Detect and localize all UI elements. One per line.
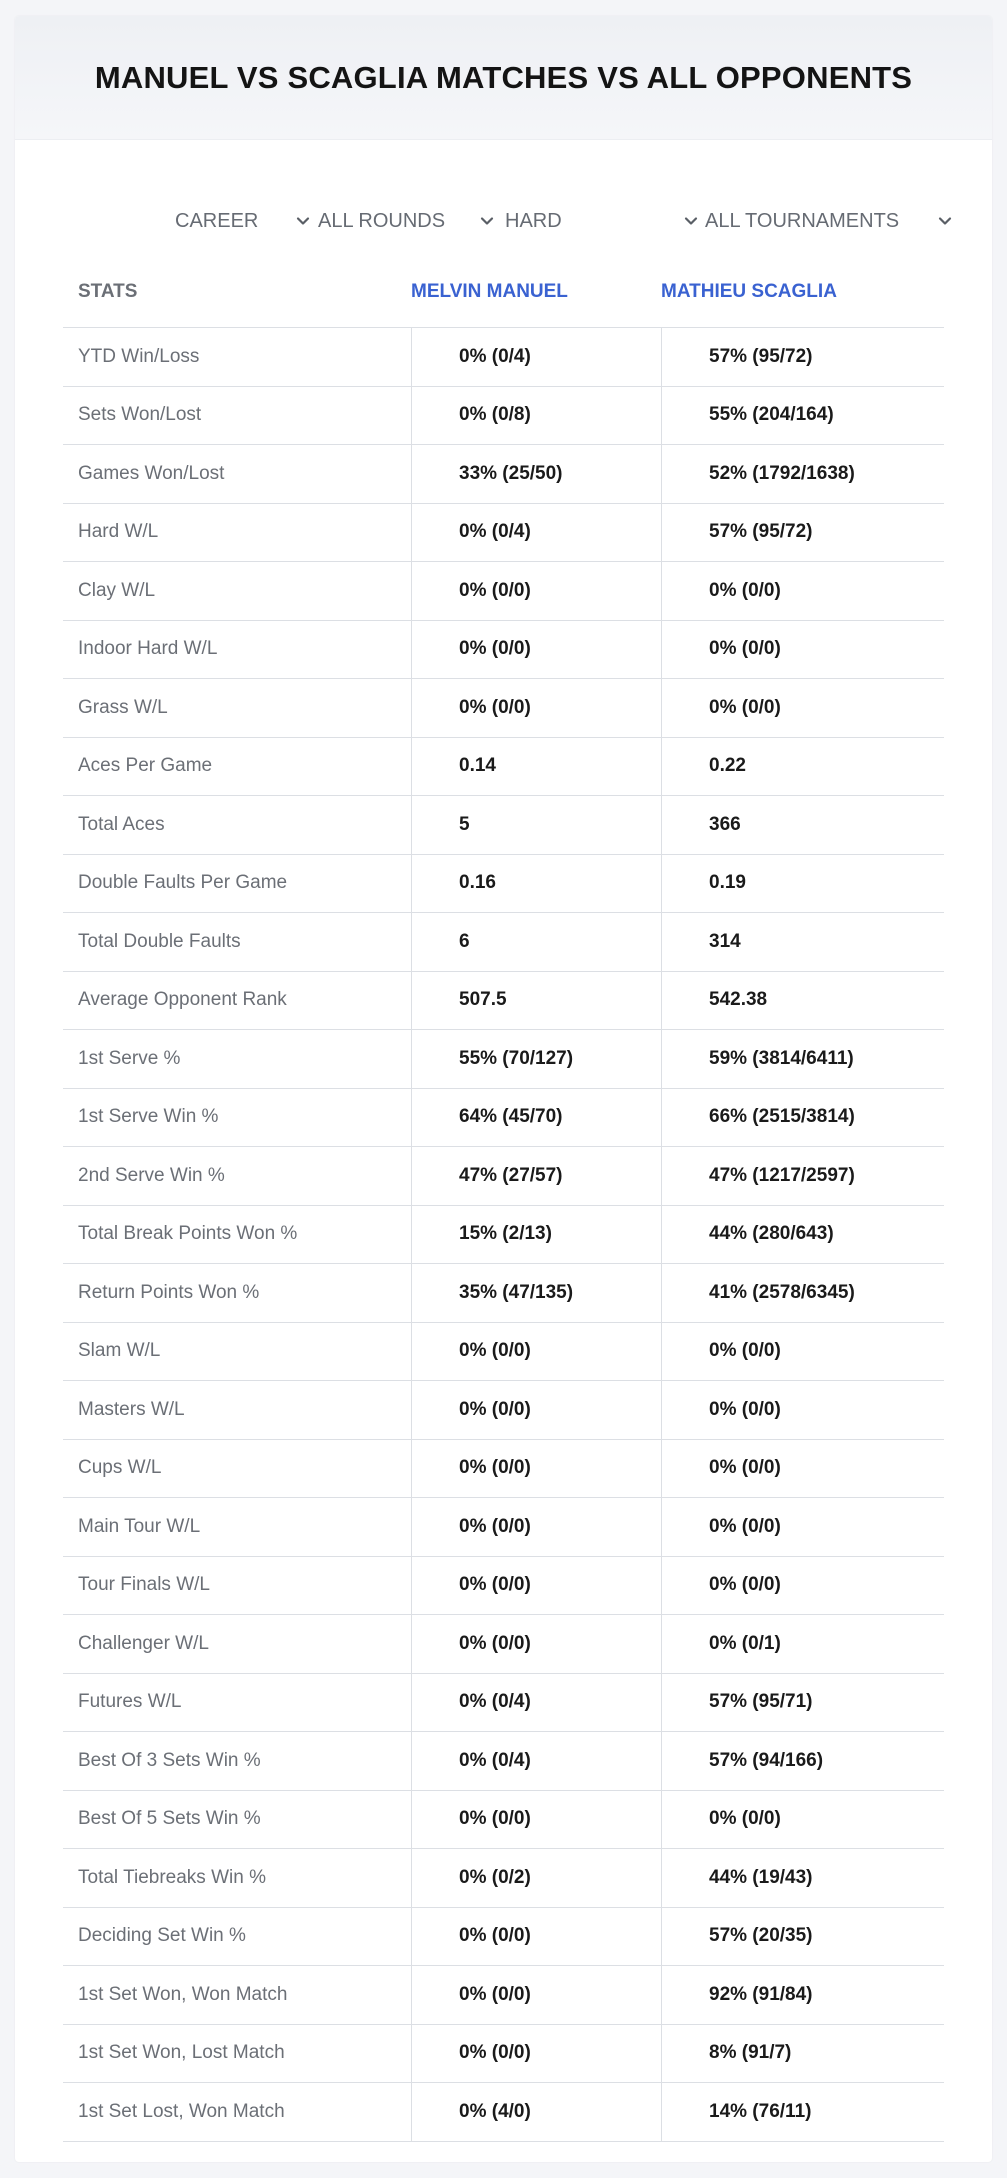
column-divider	[661, 1498, 662, 1556]
player1-stat-value: 0% (0/0)	[459, 1340, 531, 1362]
table-row	[63, 2083, 944, 2142]
player2-stat-value: 0.22	[709, 755, 746, 777]
rounds-select-value: ALL ROUNDS	[318, 209, 446, 232]
table-row	[63, 2025, 944, 2084]
player2-stat-value: 0% (0/1)	[709, 1632, 781, 1654]
column-divider	[411, 328, 412, 386]
player1-stat-value: 0.14	[459, 755, 496, 777]
column-divider	[411, 504, 412, 562]
column-divider	[661, 1966, 662, 2024]
stat-label: Games Won/Lost	[78, 462, 225, 484]
table-row	[63, 1381, 944, 1440]
stat-label: Challenger W/L	[78, 1632, 209, 1654]
player2-stat-value: 92% (91/84)	[709, 1983, 813, 2005]
player2-stat-value: 59% (3814/6411)	[709, 1047, 854, 1069]
stat-label: Indoor Hard W/L	[78, 638, 218, 660]
table-row	[63, 1908, 944, 1967]
column-divider	[411, 1498, 412, 1556]
column-divider	[411, 1381, 412, 1439]
table-row	[63, 855, 944, 914]
table-row	[63, 562, 944, 621]
table-row	[63, 1674, 944, 1733]
table-row	[63, 445, 944, 504]
player1-stat-value: 15% (2/13)	[459, 1223, 552, 1245]
stat-label: Sets Won/Lost	[78, 404, 202, 426]
player1-stat-value: 0% (0/0)	[459, 1457, 531, 1479]
column-divider	[411, 1615, 412, 1673]
column-divider	[661, 387, 662, 445]
player2-stat-value: 52% (1792/1638)	[709, 462, 855, 484]
player1-stat-value: 0.16	[459, 872, 496, 894]
stat-label: Hard W/L	[78, 521, 159, 543]
column-divider	[661, 972, 662, 1030]
column-divider	[411, 972, 412, 1030]
table-body	[63, 328, 944, 2142]
player2-stat-value: 55% (204/164)	[709, 404, 834, 426]
stat-label: Masters W/L	[78, 1398, 185, 1420]
column-divider	[411, 1089, 412, 1147]
column-divider	[661, 1030, 662, 1088]
column-divider	[661, 1147, 662, 1205]
column-divider	[661, 504, 662, 562]
chevron-down-icon	[294, 212, 312, 230]
stat-label: Total Aces	[78, 813, 165, 835]
player1-stat-value: 0% (4/0)	[459, 2100, 531, 2122]
column-divider	[411, 621, 412, 679]
player1-stat-value: 33% (25/50)	[459, 462, 563, 484]
stat-label: Cups W/L	[78, 1457, 162, 1479]
column-divider	[411, 913, 412, 971]
table-row	[63, 1966, 944, 2025]
player1-stat-value: 0% (0/0)	[459, 2042, 531, 2064]
column-divider	[661, 1557, 662, 1615]
stat-label: Total Break Points Won %	[78, 1223, 298, 1245]
column-divider	[661, 796, 662, 854]
column-divider	[661, 1674, 662, 1732]
column-divider	[411, 1674, 412, 1732]
column-divider	[661, 738, 662, 796]
table-header	[63, 256, 944, 328]
column-divider	[411, 1147, 412, 1205]
table-row	[63, 1498, 944, 1557]
player1-stat-value: 0% (0/0)	[459, 1515, 531, 1537]
chevron-down-icon	[936, 212, 954, 230]
page-title: MANUEL VS SCAGLIA MATCHES VS ALL OPPONENTS	[94, 59, 913, 95]
table-row	[63, 1323, 944, 1382]
chevron-down-icon	[478, 212, 496, 230]
column-divider	[661, 2025, 662, 2083]
player2-stat-value: 0% (0/0)	[709, 696, 781, 718]
chevron-down-icon	[682, 212, 700, 230]
stat-label: 1st Serve %	[78, 1047, 181, 1069]
column-divider	[411, 1791, 412, 1849]
stat-label: Best Of 5 Sets Win %	[78, 1808, 261, 1830]
table-row	[63, 972, 944, 1031]
stat-label: Slam W/L	[78, 1340, 161, 1362]
table-row	[63, 679, 944, 738]
player2-stat-value: 44% (19/43)	[709, 1866, 813, 1888]
player1-stat-value: 0% (0/0)	[459, 1808, 531, 1830]
player2-stat-value: 14% (76/11)	[709, 2100, 812, 2122]
column-divider	[661, 621, 662, 679]
player1-stat-value: 0% (0/4)	[459, 345, 531, 367]
column-divider	[661, 679, 662, 737]
table-row	[63, 1206, 944, 1265]
column-divider	[661, 1615, 662, 1673]
column-divider	[661, 445, 662, 503]
table-row	[63, 796, 944, 855]
table-row	[63, 328, 944, 387]
column-divider	[661, 1206, 662, 1264]
column-divider	[411, 1323, 412, 1381]
stat-label: 1st Set Lost, Won Match	[78, 2100, 285, 2122]
column-divider	[661, 1849, 662, 1907]
column-divider	[411, 387, 412, 445]
table-row	[63, 1089, 944, 1148]
stat-label: 1st Set Won, Won Match	[78, 1983, 288, 2005]
column-divider	[661, 328, 662, 386]
stat-label: Return Points Won %	[78, 1281, 260, 1303]
player1-stat-value: 0% (0/0)	[459, 1574, 531, 1596]
column-divider	[411, 1908, 412, 1966]
column-divider	[661, 1908, 662, 1966]
column-header-player1[interactable]: MELVIN MANUEL	[411, 281, 568, 302]
table-row	[63, 1615, 944, 1674]
stat-label: Grass W/L	[78, 696, 168, 718]
stat-label: Deciding Set Win %	[78, 1925, 246, 1947]
table-row	[63, 738, 944, 797]
surface-select[interactable]	[505, 206, 700, 236]
player2-stat-value: 57% (95/72)	[709, 521, 813, 543]
column-divider	[411, 1557, 412, 1615]
stat-label: Aces Per Game	[78, 755, 213, 777]
column-divider	[411, 1849, 412, 1907]
player2-stat-value: 0% (0/0)	[709, 1340, 781, 1362]
player2-stat-value: 66% (2515/3814)	[709, 1106, 855, 1128]
table-row	[63, 1732, 944, 1791]
stat-label: Tour Finals W/L	[78, 1574, 210, 1596]
player2-stat-value: 0% (0/0)	[709, 1808, 781, 1830]
player1-stat-value: 64% (45/70)	[459, 1106, 563, 1128]
player1-stat-value: 6	[459, 930, 470, 952]
column-divider	[661, 2083, 662, 2141]
tournaments-select-value: ALL TOURNAMENTS	[705, 209, 900, 232]
player1-stat-value: 0% (0/0)	[459, 1632, 531, 1654]
column-divider	[411, 1030, 412, 1088]
stat-label: Total Tiebreaks Win %	[78, 1866, 266, 1888]
player2-stat-value: 366	[709, 813, 741, 835]
table-row	[63, 913, 944, 972]
player1-stat-value: 0% (0/0)	[459, 579, 531, 601]
column-divider	[661, 1440, 662, 1498]
player1-stat-value: 0% (0/0)	[459, 638, 531, 660]
player1-stat-value: 0% (0/0)	[459, 1925, 531, 1947]
stat-label: Main Tour W/L	[78, 1515, 201, 1537]
player1-stat-value: 0% (0/4)	[459, 1691, 531, 1713]
column-divider	[661, 913, 662, 971]
table-row	[63, 504, 944, 563]
stat-label: Double Faults Per Game	[78, 872, 288, 894]
stats-table	[63, 256, 944, 2142]
column-divider	[661, 562, 662, 620]
surface-select-value: HARD	[505, 209, 562, 232]
column-divider	[411, 1206, 412, 1264]
player2-stat-value: 0% (0/0)	[709, 1457, 781, 1479]
column-header-stats: STATS	[78, 281, 138, 302]
column-divider	[411, 1440, 412, 1498]
column-divider	[411, 1966, 412, 2024]
stat-label: Best Of 3 Sets Win %	[78, 1749, 261, 1771]
table-row	[63, 1791, 944, 1850]
stat-label: Futures W/L	[78, 1691, 182, 1713]
player1-stat-value: 0% (0/0)	[459, 1983, 531, 2005]
stat-label: Average Opponent Rank	[78, 989, 287, 1011]
table-row	[63, 1264, 944, 1323]
column-divider	[411, 738, 412, 796]
column-divider	[661, 1323, 662, 1381]
column-divider	[411, 2025, 412, 2083]
player2-stat-value: 44% (280/643)	[709, 1223, 834, 1245]
player2-stat-value: 0% (0/0)	[709, 1515, 781, 1537]
table-row	[63, 621, 944, 680]
table-row	[63, 1557, 944, 1616]
player1-stat-value: 0% (0/2)	[459, 1866, 531, 1888]
player2-stat-value: 542.38	[709, 989, 768, 1011]
player1-stat-value: 5	[459, 813, 470, 835]
player2-stat-value: 47% (1217/2597)	[709, 1164, 855, 1186]
column-divider	[661, 1381, 662, 1439]
player2-stat-value: 0% (0/0)	[709, 1398, 781, 1420]
filter-bar	[15, 186, 992, 256]
column-divider	[661, 1089, 662, 1147]
column-header-player2[interactable]: MATHIEU SCAGLIA	[661, 281, 837, 302]
player2-stat-value: 314	[709, 930, 741, 952]
player2-stat-value: 0.19	[709, 872, 746, 894]
player1-stat-value: 507.5	[459, 989, 507, 1011]
player2-stat-value: 57% (95/72)	[709, 345, 813, 367]
table-row	[63, 1849, 944, 1908]
player1-stat-value: 0% (0/4)	[459, 1749, 531, 1771]
column-divider	[411, 562, 412, 620]
player2-stat-value: 0% (0/0)	[709, 638, 781, 660]
column-divider	[661, 1791, 662, 1849]
column-divider	[661, 1732, 662, 1790]
player1-stat-value: 55% (70/127)	[459, 1047, 574, 1069]
player1-stat-value: 0% (0/4)	[459, 521, 531, 543]
player2-stat-value: 57% (95/71)	[709, 1691, 813, 1713]
player2-stat-value: 57% (20/35)	[709, 1925, 813, 1947]
table-row	[63, 1030, 944, 1089]
stat-label: Clay W/L	[78, 579, 156, 601]
page-header	[15, 16, 992, 140]
table-row	[63, 1440, 944, 1499]
stat-label: 1st Serve Win %	[78, 1106, 219, 1128]
player1-stat-value: 35% (47/135)	[459, 1281, 574, 1303]
period-select-value: CAREER	[175, 209, 259, 232]
stat-label: YTD Win/Loss	[78, 345, 200, 367]
stats-card	[15, 16, 992, 2162]
player1-stat-value: 0% (0/0)	[459, 696, 531, 718]
column-divider	[411, 679, 412, 737]
tournaments-select[interactable]	[705, 206, 954, 236]
column-divider	[661, 855, 662, 913]
column-divider	[411, 445, 412, 503]
column-divider	[411, 855, 412, 913]
player2-stat-value: 0% (0/0)	[709, 1574, 781, 1596]
column-divider	[411, 2083, 412, 2141]
stat-label: 1st Set Won, Lost Match	[78, 2042, 285, 2064]
table-row	[63, 387, 944, 446]
player1-stat-value: 47% (27/57)	[459, 1164, 563, 1186]
stat-label: Total Double Faults	[78, 930, 241, 952]
rounds-select[interactable]	[318, 206, 496, 236]
player2-stat-value: 8% (91/7)	[709, 2042, 792, 2064]
player2-stat-value: 41% (2578/6345)	[709, 1281, 855, 1303]
table-row	[63, 1147, 944, 1206]
player2-stat-value: 57% (94/166)	[709, 1749, 824, 1771]
period-select[interactable]	[175, 206, 312, 236]
player1-stat-value: 0% (0/8)	[459, 404, 531, 426]
stat-label: 2nd Serve Win %	[78, 1164, 225, 1186]
player2-stat-value: 0% (0/0)	[709, 579, 781, 601]
column-divider	[411, 1732, 412, 1790]
player1-stat-value: 0% (0/0)	[459, 1398, 531, 1420]
column-divider	[661, 1264, 662, 1322]
column-divider	[411, 796, 412, 854]
column-divider	[411, 1264, 412, 1322]
